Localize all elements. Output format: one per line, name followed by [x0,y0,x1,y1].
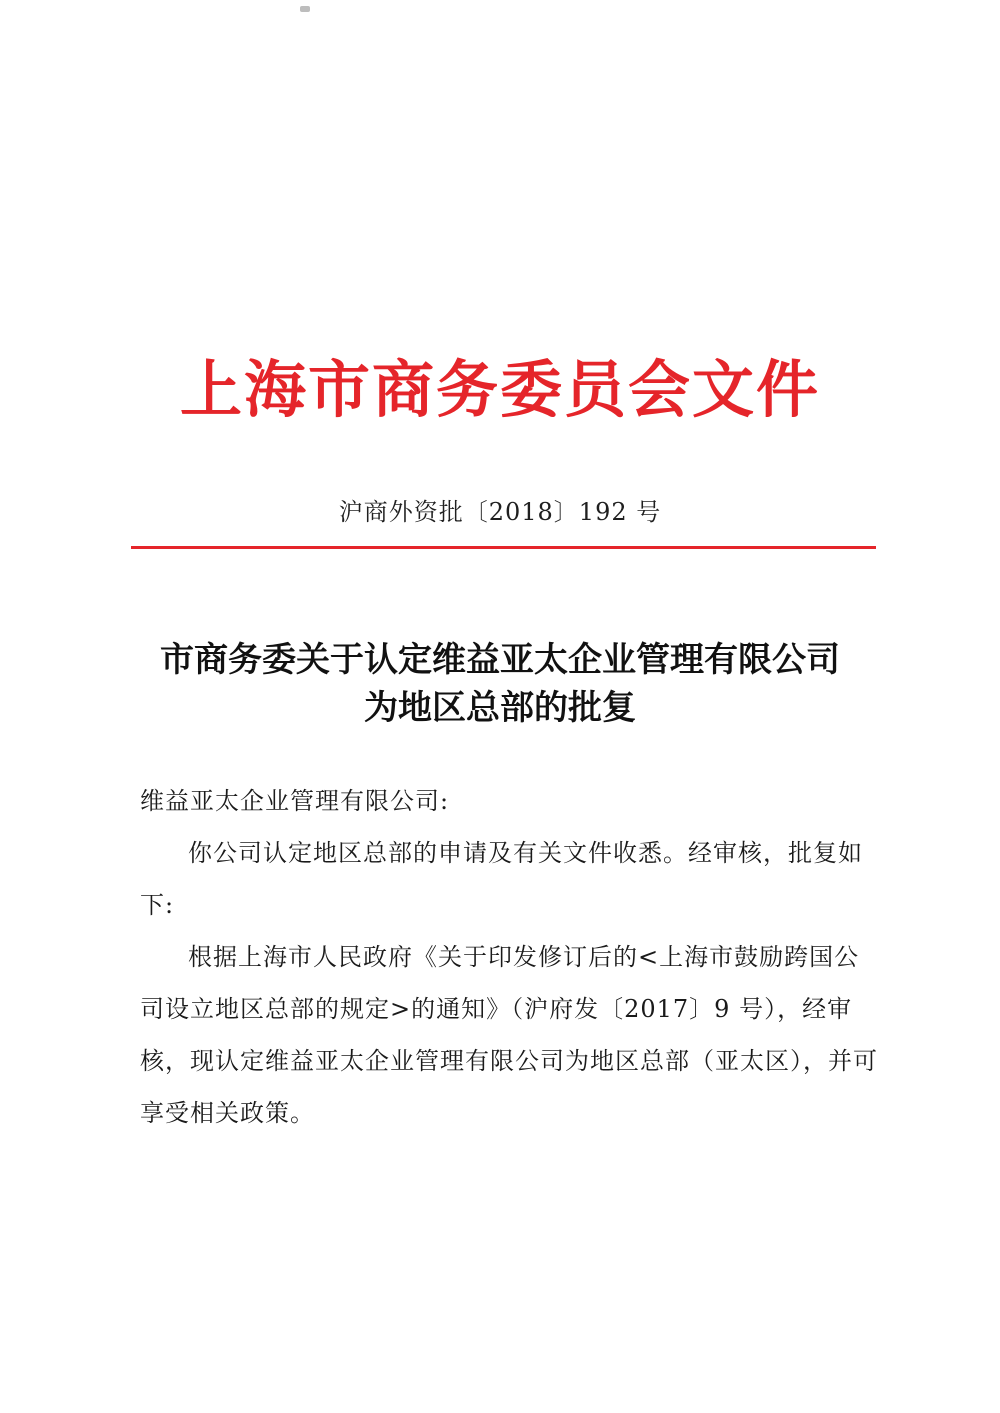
title-line-1: 市商务委关于认定维益亚太企业管理有限公司 [160,640,840,680]
title-line-2: 为地区总部的批复 [364,688,636,728]
masthead-title: 上海市商务委员会文件 [179,353,820,426]
body-paragraph-2: 根据上海市人民政府《关于印发修订后的<上海市鼓励跨国公司设立地区总部的规定>的通知》（沪府发〔2017〕9 号），经审核，现认定维益亚太企业管理有限公司为地区总部（亚太区），并可享受相关政策。 [140,943,878,1127]
scan-speck [300,6,310,12]
document-title [0,636,1000,732]
document-number: 沪商外资批〔2018〕192 号 [338,498,662,526]
red-divider-line [131,546,876,549]
document-body [140,775,880,1139]
addressee: 维益亚太企业管理有限公司: [140,787,450,815]
body-paragraph-1: 你公司认定地区总部的申请及有关文件收悉。经审核，批复如下: [140,839,863,919]
